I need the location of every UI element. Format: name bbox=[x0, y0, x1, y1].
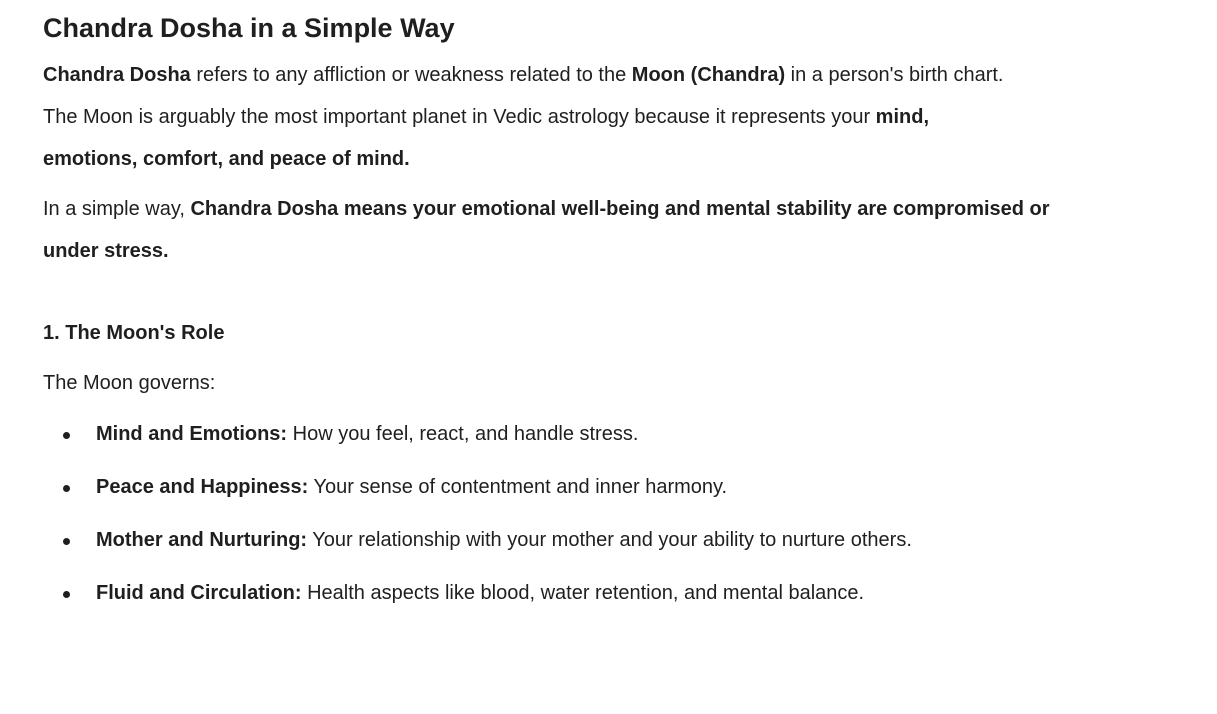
list-item-text: Your relationship with your mother and your ability to nurture others. bbox=[307, 529, 912, 551]
term-moon: Moon (Chandra) bbox=[631, 64, 786, 86]
intro-text-2: in a person's birth chart. The Moon is arguably the most important planet in Vedic astrology because it represents your bbox=[43, 64, 1004, 128]
list-item-label: Peace and Happiness: bbox=[96, 476, 309, 498]
bullet-icon bbox=[63, 485, 70, 492]
list-item-text: Health aspects like blood, water retention, and mental balance. bbox=[301, 582, 865, 604]
list-item-label: Mother and Nurturing: bbox=[96, 529, 308, 551]
list-item bbox=[43, 520, 1106, 561]
bullet-icon bbox=[63, 432, 70, 439]
term-chandra-dosha: Chandra Dosha bbox=[43, 64, 191, 86]
intro-paragraph bbox=[43, 54, 1028, 180]
governs-text: The Moon governs: bbox=[43, 372, 216, 394]
represents-text: mind, emotions, comfort, and peace of mind. bbox=[43, 106, 930, 170]
intro-text-1: refers to any affliction or weakness related to the bbox=[190, 64, 632, 86]
page-title: Chandra Dosha in a Simple Way bbox=[43, 13, 455, 43]
list-item-label: Mind and Emotions: bbox=[96, 423, 288, 445]
section-heading-moon-role: 1. The Moon's Role bbox=[43, 322, 225, 344]
list-item bbox=[43, 414, 1106, 455]
bullet-icon bbox=[63, 591, 70, 598]
list-item-text: How you feel, react, and handle stress. bbox=[287, 423, 639, 445]
simple-lead: In a simple way, bbox=[43, 198, 191, 220]
simple-bold: Chandra Dosha means your emotional well-being and mental stability are compromised or under stress. bbox=[43, 198, 1050, 262]
bullet-icon bbox=[63, 538, 70, 545]
list-item bbox=[43, 467, 1106, 508]
list-item-label: Fluid and Circulation: bbox=[96, 582, 302, 604]
moon-governs-list bbox=[43, 414, 1217, 614]
list-item-text: Your sense of contentment and inner harmony. bbox=[308, 476, 728, 498]
list-item bbox=[43, 573, 1106, 614]
simple-paragraph bbox=[43, 188, 1103, 272]
